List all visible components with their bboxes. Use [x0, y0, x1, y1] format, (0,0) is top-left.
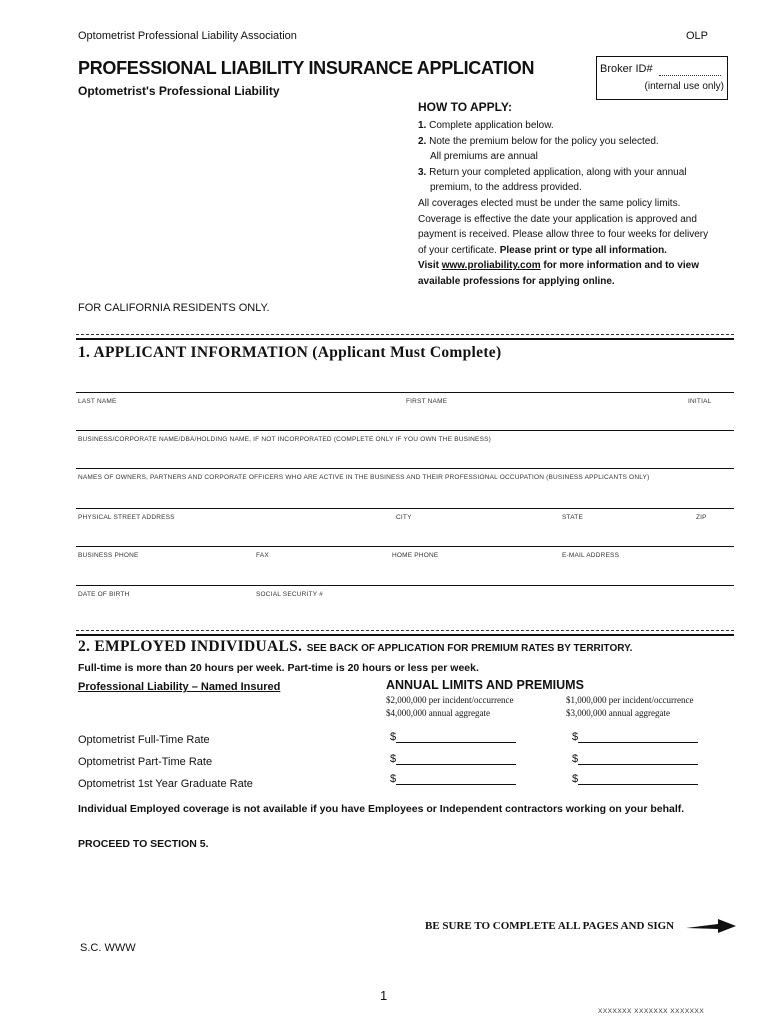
business-name-label: BUSINESS/CORPORATE NAME/DBA/HOLDING NAME, IF NOT INCORPORATED (COMPLETE ONLY IF YOU OWN THE BUSINESS) [78, 436, 492, 443]
col1-occurrence: $2,000,000 per incident/occurrence [386, 695, 514, 705]
rate-row-col1[interactable] [390, 772, 516, 785]
visit-text-2: available professions for applying online. [418, 275, 615, 287]
step-3-b: premium, to the address provided. [430, 182, 582, 194]
row-phone-line[interactable] [76, 546, 734, 547]
rate-row-col2[interactable] [572, 772, 698, 785]
rate-row-label: Optometrist 1st Year Graduate Rate [78, 778, 253, 790]
broker-id-label: Broker ID# [600, 63, 653, 75]
col2-aggregate: $3,000,000 annual aggregate [566, 708, 670, 718]
step-3-num: 3. [418, 166, 427, 178]
dollar-sign: $ [572, 731, 579, 743]
section-1-top-rule [76, 334, 734, 335]
city-label: CITY [396, 514, 412, 521]
see-back-note: SEE BACK OF APPLICATION FOR PREMIUM RATES BY TERRITORY. [306, 643, 633, 654]
broker-id-note: (internal use only) [644, 81, 724, 92]
rate-row-label: Optometrist Part-Time Rate [78, 756, 213, 768]
business-phone-label: BUSINESS PHONE [78, 552, 139, 559]
step-2-a: Note the premium below for the policy you selected. [429, 135, 659, 147]
named-insured-heading: Professional Liability – Named Insured [78, 681, 281, 693]
col1-aggregate: $4,000,000 annual aggregate [386, 708, 490, 718]
step-2-b: All premiums are annual [430, 151, 538, 163]
rate-row-col2[interactable] [572, 752, 698, 765]
dob-label: DATE OF BIRTH [78, 591, 130, 598]
step-1-num: 1. [418, 120, 427, 131]
page-subtitle: Optometrist's Professional Liability [78, 84, 280, 98]
ssn-label: SOCIAL SECURITY # [256, 591, 323, 598]
limits-col-2 [566, 694, 693, 720]
dollar-sign: $ [572, 753, 579, 765]
premium-input[interactable] [578, 752, 698, 765]
sc-www: S.C. WWW [80, 942, 136, 954]
home-phone-label: HOME PHONE [392, 552, 439, 559]
page-number: 1 [380, 988, 388, 1003]
limits-title: ANNUAL LIMITS AND PREMIUMS [386, 678, 584, 692]
col2-occurrence: $1,000,000 per incident/occurrence [566, 695, 694, 705]
para-3: payment is received. Please allow three to four weeks for delivery [418, 229, 709, 241]
visit-label: Visit [418, 260, 439, 272]
arrow-right-icon [686, 918, 736, 939]
row-name-line[interactable] [76, 392, 734, 393]
zip-label: ZIP [696, 514, 707, 521]
section-1-title: 1. APPLICANT INFORMATION (Applicant Must Complete) [78, 344, 502, 361]
premium-input[interactable] [396, 730, 516, 743]
california-note: FOR CALIFORNIA RESIDENTS ONLY. [78, 302, 270, 314]
para-4-b: Please print or type all information. [499, 244, 667, 256]
rate-row-col1[interactable] [390, 752, 516, 765]
broker-id-line [659, 75, 721, 76]
street-label: PHYSICAL STREET ADDRESS [78, 514, 175, 521]
para-1: All coverages elected must be under the same policy limits. [418, 197, 681, 209]
org-name: Optometrist Professional Liability Association [78, 30, 297, 42]
step-2-num: 2. [418, 135, 427, 147]
row-owners-line[interactable] [76, 468, 734, 469]
form-code-olp: OLP [686, 30, 709, 42]
visit-text: for more information and to view [543, 260, 699, 272]
how-to-apply-body [418, 118, 738, 290]
premium-input[interactable] [578, 730, 698, 743]
para-2: Coverage is effective the date your application is approved and [418, 213, 697, 225]
para-4-a: of your certificate. [418, 244, 497, 256]
rate-row-label: Optometrist Full-Time Rate [78, 734, 210, 746]
proceed-note: PROCEED TO SECTION 5. [78, 838, 209, 850]
page-title: PROFESSIONAL LIABILITY INSURANCE APPLICATION [78, 58, 535, 78]
dollar-sign: $ [390, 731, 397, 743]
row-dob-line[interactable] [76, 585, 734, 586]
step-1: Complete application below. [429, 120, 554, 131]
fax-label: FAX [256, 552, 269, 559]
row-business-line[interactable] [76, 430, 734, 431]
dollar-sign: $ [390, 773, 397, 785]
section-1-rule [76, 338, 734, 340]
section-2-heading [78, 638, 632, 656]
state-label: STATE [562, 514, 583, 521]
owners-label: NAMES OF OWNERS, PARTNERS AND CORPORATE OFFICERS WHO ARE ACTIVE IN THE BUSINESS AND THEIR PROFESSIONAL OCCUPATION (BUSINESS APPLICANTS ONLY) [78, 474, 650, 481]
first-name-label: FIRST NAME [406, 398, 448, 405]
section-2-top-rule [76, 630, 734, 631]
not-available-note: Individual Employed coverage is not available if you have Employees or Independent contractors working on your behalf. [78, 803, 685, 815]
section-2-title: 2. EMPLOYED INDIVIDUALS. [78, 638, 303, 655]
dollar-sign: $ [390, 753, 397, 765]
email-label: E-MAIL ADDRESS [562, 552, 620, 559]
website-link[interactable]: www.proliability.com [441, 260, 541, 272]
section-2-rule [76, 634, 734, 636]
premium-input[interactable] [578, 772, 698, 785]
rate-row-col2[interactable] [572, 730, 698, 743]
fulltime-note: Full-time is more than 20 hours per week. Part-time is 20 hours or less per week. [78, 662, 479, 674]
limits-col-1 [386, 694, 513, 720]
premium-input[interactable] [396, 752, 516, 765]
broker-id-box[interactable] [596, 56, 728, 100]
dollar-sign: $ [572, 773, 579, 785]
form-code: XXXXXXX XXXXXXX XXXXXXX [598, 1008, 705, 1015]
step-3-a: Return your completed application, along with your annual [429, 166, 687, 178]
how-to-apply-title: HOW TO APPLY: [418, 100, 513, 114]
rate-row-col1[interactable] [390, 730, 516, 743]
row-address-line[interactable] [76, 508, 734, 509]
premium-input[interactable] [396, 772, 516, 785]
last-name-label: LAST NAME [78, 398, 117, 405]
initial-label: INITIAL [688, 398, 712, 405]
be-sure-note: BE SURE TO COMPLETE ALL PAGES AND SIGN [425, 920, 675, 932]
